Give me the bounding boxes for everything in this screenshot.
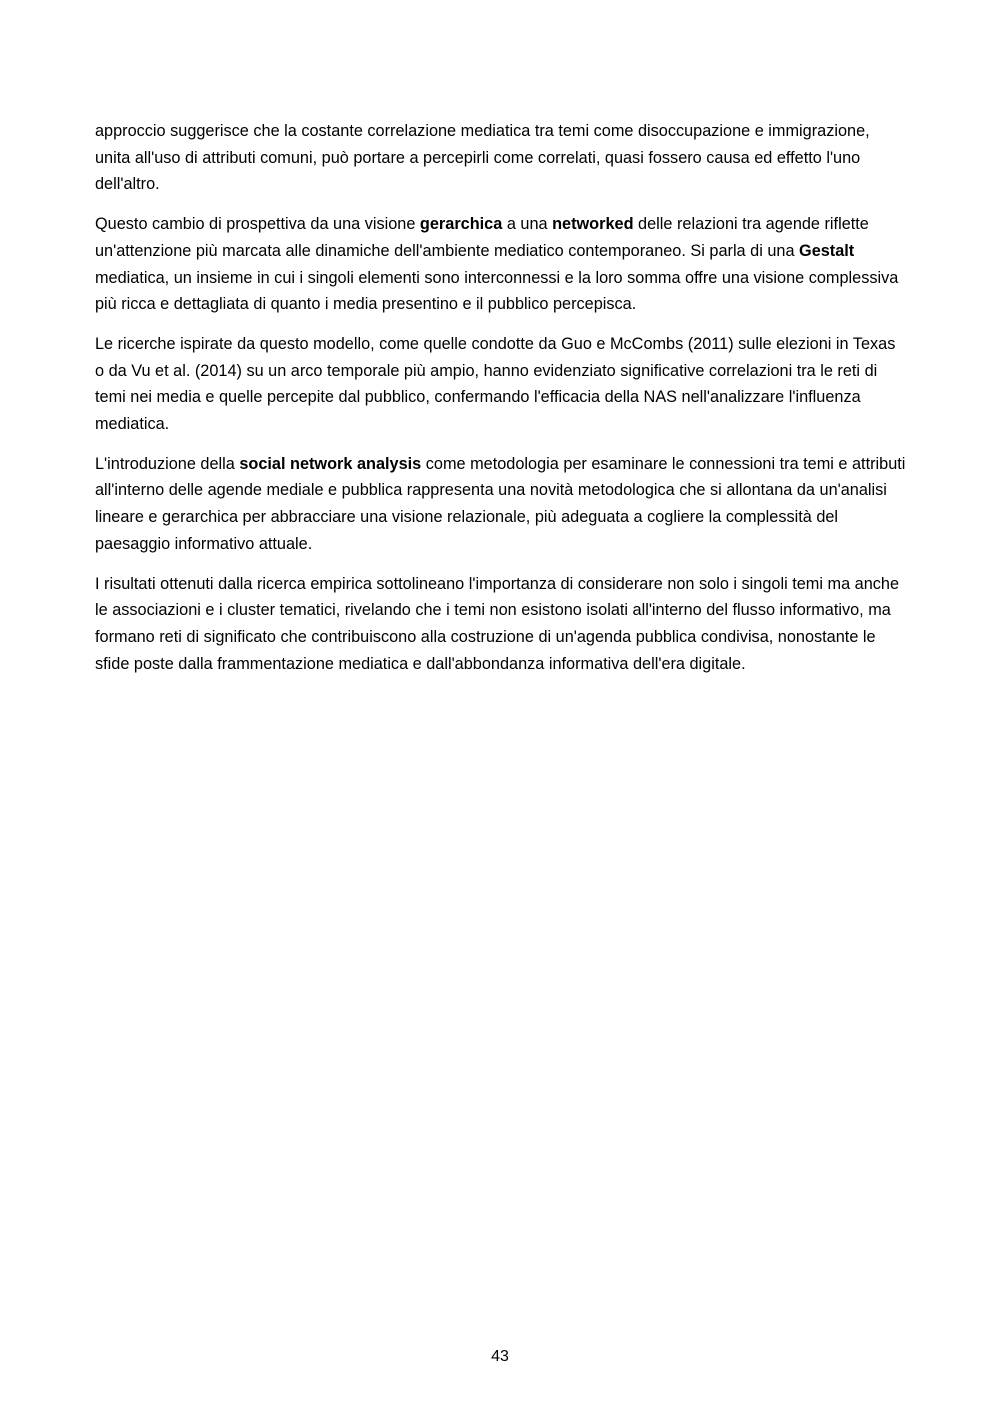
paragraph-1 (95, 118, 907, 198)
paragraph-text: come metodologia per esaminare le connessioni tra temi e attributi all'interno delle agende mediale e pubblica rappresenta una novità metodologica che si allontana da un'analisi lineare e gerarchica per abbracciare una visione relazionale, più adeguata a cogliere la complessità del paesaggio informativo attuale. (95, 454, 906, 553)
bold-term-gerarchica: gerarchica (419, 215, 503, 234)
paragraph-text: I risultati ottenuti dalla ricerca empirica sottolineano l'importanza di considerare non solo i singoli temi ma anche le associazioni e i cluster tematici, rivelando che i temi non esistono isolati all'interno del flusso informativo, ma formano reti di significato che contribuiscono alla costruzione di un'agenda pubblica condivisa, nonostante le sfide poste dalla frammentazione mediatica e dall'abbondanza informativa dell'era digitale. (95, 574, 900, 673)
bold-term-gestalt: Gestalt (799, 241, 855, 260)
paragraph-text: approccio suggerisce che la costante correlazione mediatica tra temi come disoccupazione e immigrazione, unita all'uso di attributi comuni, può portare a percepirli come correlati, quasi fossero causa ed effetto l'uno dell'altro. (95, 122, 870, 194)
page-number: 43 (491, 1348, 509, 1365)
paragraph-text: Le ricerche ispirate da questo modello, come quelle condotte da Guo e McCombs (2011) sulle elezioni in Texas o da Vu et al. (2014) su un arco temporale più ampio, hanno evidenziato significative correlazioni tra le reti di temi nei media e quelle percepite dal pubblico, confermando l'efficacia della NAS nell'analizzare l'influenza mediatica. (95, 334, 896, 434)
paragraph-text: a una (502, 215, 553, 234)
bold-term-social-network-analysis: social network analysis (239, 454, 422, 473)
paragraph-4 (95, 451, 907, 558)
paragraph-text: mediatica, un insieme in cui i singoli elementi sono interconnessi e la loro somma offre una visione complessiva più ricca e dettagliata di quanto i media presentino e il pubblico percepisca. (95, 268, 899, 314)
paragraph-5 (95, 571, 907, 678)
bold-term-networked: networked (552, 215, 634, 234)
paragraph-3 (95, 331, 907, 438)
paragraph-2 (95, 211, 907, 318)
paragraph-text: L'introduzione della (95, 454, 240, 473)
paragraph-text: Questo cambio di prospettiva da una visione (95, 215, 420, 234)
page-body (95, 118, 907, 690)
paragraph-text: delle relazioni tra agende riflette un'attenzione più marcata alle dinamiche dell'ambiente mediatico contemporaneo. Si parla di una (95, 215, 869, 260)
